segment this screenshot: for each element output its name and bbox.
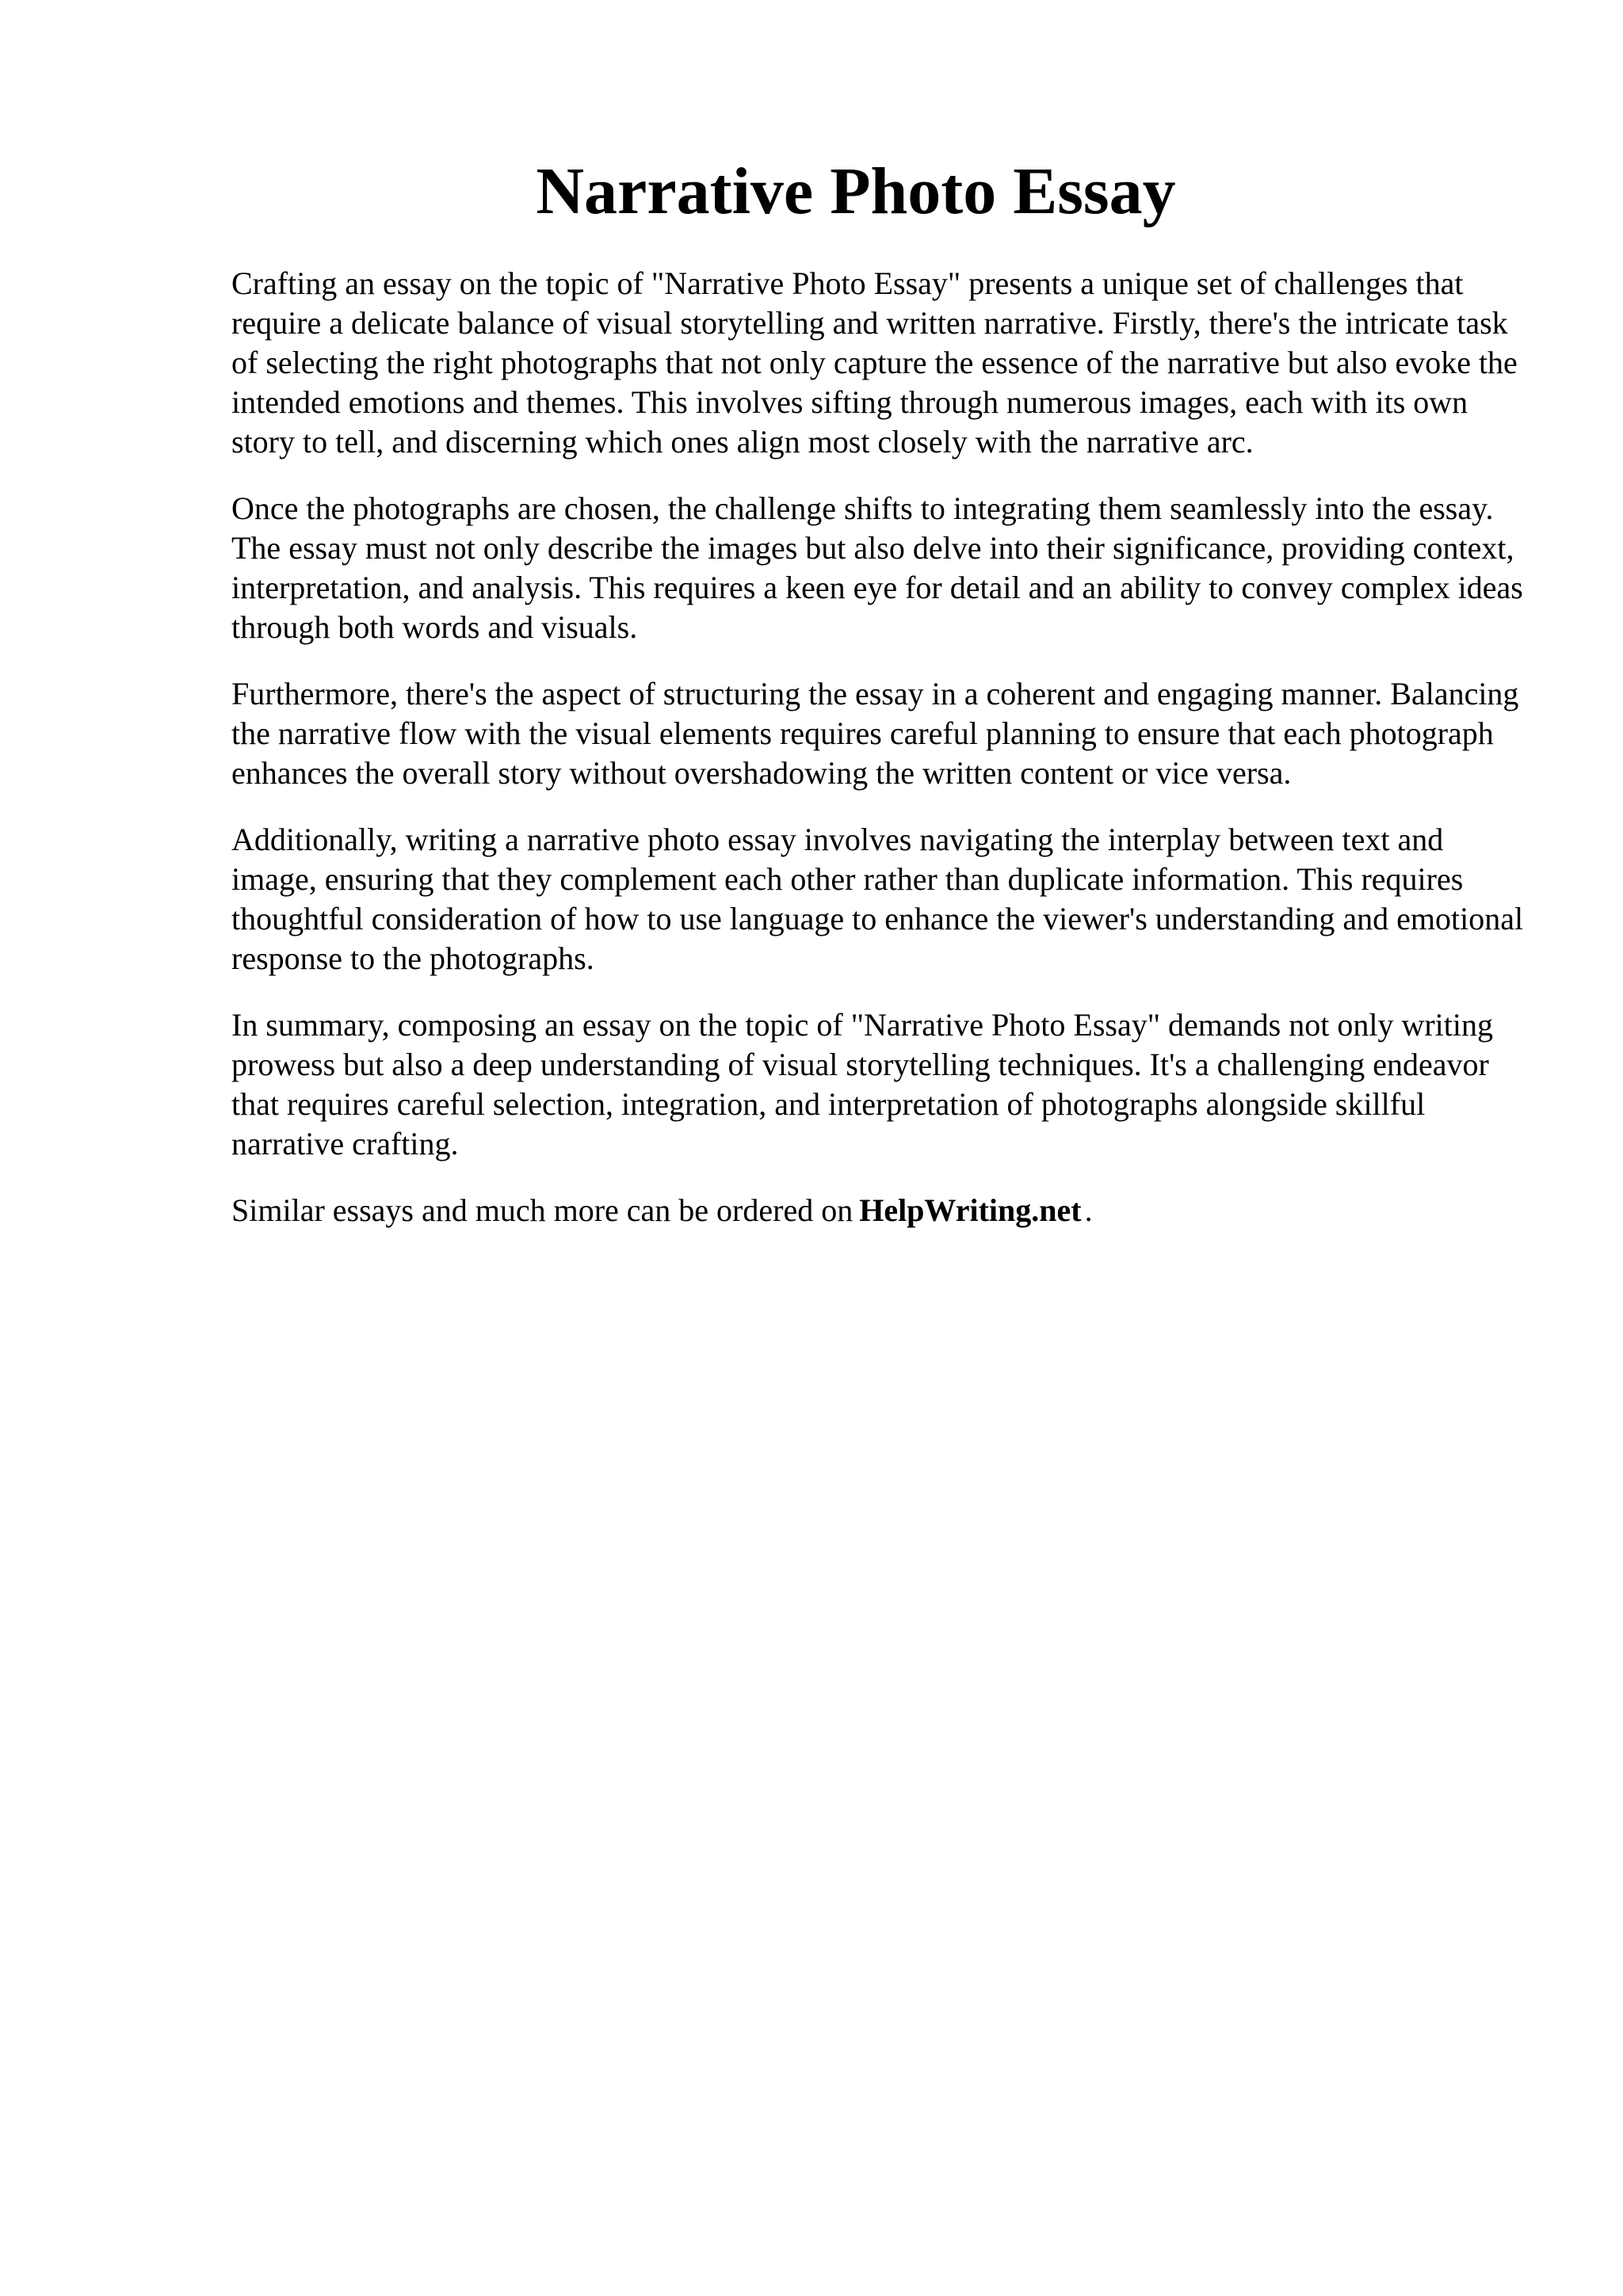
paragraph-4: Additionally, writing a narrative photo essay involves navigating the interplay between text and image, ensuring that they complement each other rather than duplicate information. This requires thoughtful consideration of how to use language to enhance the viewer's understanding and emotional response to the photographs. [231, 822, 1524, 976]
footer-prefix: Similar essays and much more can be ordered on [231, 1192, 854, 1228]
paragraph-2: Once the photographs are chosen, the challenge shifts to integrating them seamlessly into the essay. The essay must not only describe the images but also delve into their significance, providing context, interpretation, and analysis. This requires a keen eye for detail and an ability to convey complex ideas through both words and visuals. [231, 490, 1523, 645]
brand-link[interactable]: HelpWriting.net [859, 1192, 1082, 1228]
paragraph-3: Furthermore, there's the aspect of structuring the essay in a coherent and engaging manner. Balancing the narrative flow with the visual elements requires careful planning to ensure that each photograph enhances the overall story without overshadowing the written content or vice versa. [231, 676, 1519, 791]
essay-body [231, 264, 1531, 1257]
footer-note [231, 1191, 1531, 1230]
paragraph-5: In summary, composing an essay on the topic of "Narrative Photo Essay" demands not only writing prowess but also a deep understanding of visual storytelling techniques. It's a challenging endeavor that requires careful selection, integration, and interpretation of photographs alongside skillful narrative crafting. [231, 1007, 1494, 1161]
footer-suffix: . [1084, 1192, 1093, 1228]
document-title: Narrative Photo Essay [536, 154, 1176, 228]
paragraph-1: Crafting an essay on the topic of "Narrative Photo Essay" presents a unique set of challenges that require a delicate balance of visual storytelling and written narrative. Firstly, there's the intricate task of selecting the right photographs that not only capture the essence of the narrative but also evoke the intended emotions and themes. This involves sifting through numerous images, each with its own story to tell, and discerning which ones align most closely with the narrative arc. [231, 265, 1518, 460]
